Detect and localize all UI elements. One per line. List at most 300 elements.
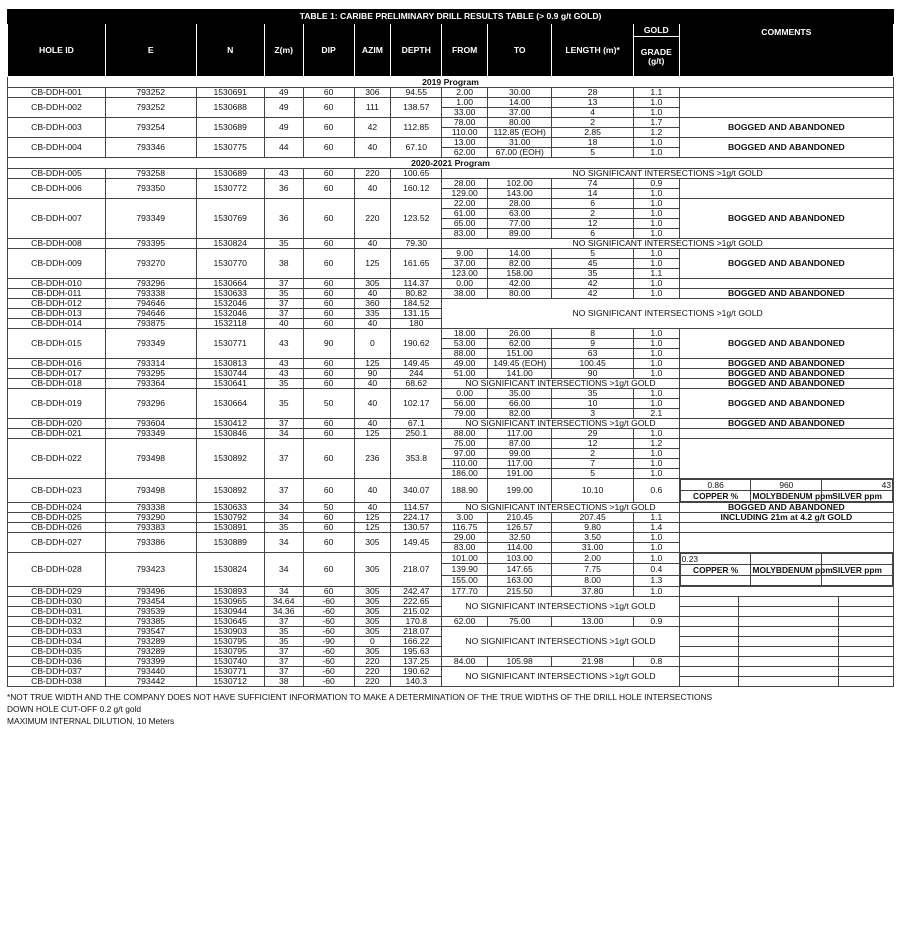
interval-from: 0.00 <box>442 389 488 399</box>
hole-id: CB-DDH-031 <box>8 607 106 617</box>
table-row <box>8 389 894 399</box>
azimuth: 220 <box>354 199 391 239</box>
elevation: 36 <box>264 199 303 239</box>
hole-id: CB-DDH-036 <box>8 657 106 667</box>
interval-to: 75.00 <box>488 617 552 627</box>
table-row <box>8 359 894 369</box>
northing: 1530775 <box>196 138 264 158</box>
depth: 218.07 <box>391 553 442 587</box>
interval-to: 67.00 (EOH) <box>488 148 552 158</box>
easting: 793498 <box>105 439 196 479</box>
table-row <box>8 553 894 564</box>
elevation: 37 <box>264 657 303 667</box>
interval-to: 117.00 <box>488 459 552 469</box>
depth: 80.82 <box>391 289 442 299</box>
table-row <box>8 597 894 607</box>
interval-from: 88.00 <box>442 429 488 439</box>
elevation: 49 <box>264 98 303 118</box>
interval-to: 14.00 <box>488 98 552 108</box>
depth: 160.12 <box>391 179 442 199</box>
comment-grid-cell <box>838 637 893 647</box>
interval-to: 63.00 <box>488 209 552 219</box>
depth: 166.22 <box>391 637 442 647</box>
dip: 60 <box>303 239 354 249</box>
northing: 1530965 <box>196 597 264 607</box>
easting: 793423 <box>105 553 196 587</box>
azimuth: 40 <box>354 379 391 389</box>
comment-grid-cell <box>838 607 893 617</box>
interval-length: 100.45 <box>552 359 634 369</box>
northing: 1530769 <box>196 199 264 239</box>
easting: 793875 <box>105 319 196 329</box>
interval-from: 62.00 <box>442 617 488 627</box>
interval-grade: 1.0 <box>633 543 679 553</box>
dip: 60 <box>303 249 354 279</box>
elevation: 35 <box>264 523 303 533</box>
easting: 793604 <box>105 419 196 429</box>
interval-grade: 1.0 <box>633 587 679 597</box>
easting: 794646 <box>105 309 196 319</box>
interval-length: 207.45 <box>552 513 634 523</box>
easting: 793290 <box>105 513 196 523</box>
table-row <box>8 88 894 98</box>
interval-grade: 1.7 <box>633 118 679 128</box>
interval-grade: 0.8 <box>633 657 679 667</box>
elevation: 34 <box>264 513 303 523</box>
nsi-note: NO SIGNIFICANT INTERSECTIONS >1g/t GOLD <box>442 667 679 687</box>
hole-id: CB-DDH-030 <box>8 597 106 607</box>
easting: 793496 <box>105 587 196 597</box>
azimuth: 40 <box>354 239 391 249</box>
interval-from: 188.90 <box>442 479 488 503</box>
dip: 60 <box>303 138 354 158</box>
northing: 1530664 <box>196 279 264 289</box>
azimuth: 40 <box>354 419 391 429</box>
interval-length: 74 <box>552 179 634 189</box>
dip: 50 <box>303 503 354 513</box>
dip: 60 <box>303 479 354 503</box>
interval-grade: 1.3 <box>633 575 679 586</box>
interval-grade: 1.0 <box>633 369 679 379</box>
interval-from: 13.00 <box>442 138 488 148</box>
azimuth: 236 <box>354 439 391 479</box>
northing: 1530772 <box>196 179 264 199</box>
header-azim: AZIM <box>354 24 391 77</box>
dip: 60 <box>303 289 354 299</box>
interval-to: 151.00 <box>488 349 552 359</box>
hole-id: CB-DDH-035 <box>8 647 106 657</box>
easting: 793254 <box>105 118 196 138</box>
depth: 215.02 <box>391 607 442 617</box>
interval-to: 126.57 <box>488 523 552 533</box>
northing: 1530412 <box>196 419 264 429</box>
interval-to: 163.00 <box>488 575 552 586</box>
elevation: 35 <box>264 239 303 249</box>
comment-grid-cell <box>838 667 893 677</box>
interval-from: 28.00 <box>442 179 488 189</box>
interval-length: 12 <box>552 219 634 229</box>
molybdenum-label: MOLYBDENUM ppm <box>752 564 833 575</box>
elevation: 37 <box>264 299 303 309</box>
silver-value: 43 <box>822 480 893 491</box>
interval-length: 2 <box>552 449 634 459</box>
table-row <box>8 523 894 533</box>
interval-grade: 0.9 <box>633 179 679 189</box>
dip: 60 <box>303 199 354 239</box>
comment-bogged: BOGGED AND ABANDONED <box>679 199 893 239</box>
azimuth: 306 <box>354 88 391 98</box>
northing: 1530893 <box>196 587 264 597</box>
comment-grid-cell <box>738 637 838 647</box>
northing: 1530792 <box>196 513 264 523</box>
interval-length: 9.80 <box>552 523 634 533</box>
interval-grade: 0.4 <box>633 564 679 575</box>
interval-to: 26.00 <box>488 329 552 339</box>
copper-value: 0.23 <box>680 554 751 565</box>
depth: 224.17 <box>391 513 442 523</box>
interval-from: 123.00 <box>442 269 488 279</box>
interval-length: 9 <box>552 339 634 349</box>
interval-length: 10 <box>552 399 634 409</box>
northing: 1530771 <box>196 667 264 677</box>
comment-empty <box>679 179 893 199</box>
interval-length: 12 <box>552 439 634 449</box>
azimuth: 305 <box>354 587 391 597</box>
interval-to: 158.00 <box>488 269 552 279</box>
elevation: 37 <box>264 667 303 677</box>
interval-length: 37.80 <box>552 587 634 597</box>
elevation: 49 <box>264 118 303 138</box>
easting: 793338 <box>105 503 196 513</box>
dip: 60 <box>303 279 354 289</box>
dip: 60 <box>303 533 354 553</box>
interval-to: 141.00 <box>488 369 552 379</box>
interval-length: 7 <box>552 459 634 469</box>
elevation: 44 <box>264 138 303 158</box>
easting: 793270 <box>105 249 196 279</box>
table-row <box>8 299 894 309</box>
interval-to: 215.50 <box>488 587 552 597</box>
interval-to: 62.00 <box>488 339 552 349</box>
hole-id: CB-DDH-025 <box>8 513 106 523</box>
depth: 79.30 <box>391 239 442 249</box>
comment-empty <box>679 279 893 289</box>
table-row <box>8 667 894 677</box>
easting: 793454 <box>105 597 196 607</box>
header-n: N <box>196 24 264 77</box>
azimuth: 40 <box>354 319 391 329</box>
easting: 793349 <box>105 199 196 239</box>
azimuth: 220 <box>354 169 391 179</box>
easting: 793498 <box>105 479 196 503</box>
interval-length: 6 <box>552 229 634 239</box>
interval-from: 0.00 <box>442 279 488 289</box>
northing: 1530664 <box>196 389 264 419</box>
interval-length: 4 <box>552 108 634 118</box>
interval-to: 147.65 <box>488 564 552 575</box>
azimuth: 305 <box>354 279 391 289</box>
depth: 170.8 <box>391 617 442 627</box>
azimuth: 220 <box>354 657 391 667</box>
table-body <box>8 77 894 687</box>
copper-label: COPPER % <box>680 491 751 502</box>
header-comments: COMMENTS <box>679 24 893 77</box>
interval-grade: 1.0 <box>633 108 679 118</box>
interval-to: 199.00 <box>488 479 552 503</box>
interval-from: 97.00 <box>442 449 488 459</box>
easting: 793295 <box>105 369 196 379</box>
dip: 50 <box>303 389 354 419</box>
azimuth: 220 <box>354 667 391 677</box>
northing: 1530689 <box>196 169 264 179</box>
depth: 353.8 <box>391 439 442 479</box>
dip: 60 <box>303 118 354 138</box>
northing: 1530892 <box>196 479 264 503</box>
interval-grade: 1.0 <box>633 259 679 269</box>
comment-metals <box>679 553 893 587</box>
easting: 793252 <box>105 88 196 98</box>
elevation: 43 <box>264 359 303 369</box>
interval-from: 65.00 <box>442 219 488 229</box>
interval-to: 32.50 <box>488 533 552 543</box>
comment-bogged: BOGGED AND ABANDONED <box>679 359 893 369</box>
header-to: TO <box>488 24 552 77</box>
interval-to: 82.00 <box>488 259 552 269</box>
hole-id: CB-DDH-012 <box>8 299 106 309</box>
comment-bogged: BOGGED AND ABANDONED <box>679 389 893 419</box>
dip: 60 <box>303 369 354 379</box>
table-row <box>8 329 894 339</box>
interval-from: 129.00 <box>442 189 488 199</box>
dip: 60 <box>303 179 354 199</box>
elevation: 40 <box>264 319 303 329</box>
table-row <box>8 289 894 299</box>
depth: 340.07 <box>391 479 442 503</box>
depth: 138.57 <box>391 98 442 118</box>
depth: 68.62 <box>391 379 442 389</box>
interval-grade: 1.0 <box>633 138 679 148</box>
interval-grade: 1.0 <box>633 199 679 209</box>
header-gold: GOLD <box>633 24 679 37</box>
nsi-note: NO SIGNIFICANT INTERSECTIONS >1g/t GOLD <box>442 169 894 179</box>
easting: 793442 <box>105 677 196 687</box>
depth: 161.65 <box>391 249 442 279</box>
azimuth: 125 <box>354 513 391 523</box>
interval-to: 89.00 <box>488 229 552 239</box>
interval-length: 7.75 <box>552 564 634 575</box>
program-2019-row-label: 2019 Program <box>8 77 894 88</box>
table-row <box>8 503 894 513</box>
easting: 793539 <box>105 607 196 617</box>
comment-grid-cell <box>679 677 738 687</box>
silver-value <box>822 554 893 565</box>
interval-from: 53.00 <box>442 339 488 349</box>
interval-from: 139.90 <box>442 564 488 575</box>
comment-grid-cell <box>738 627 838 637</box>
nsi-note: NO SIGNIFICANT INTERSECTIONS >1g/t GOLD <box>442 299 894 329</box>
interval-to: 143.00 <box>488 189 552 199</box>
comment-grid-cell <box>738 607 838 617</box>
interval-length: 8 <box>552 329 634 339</box>
nsi-note: NO SIGNIFICANT INTERSECTIONS >1g/t GOLD <box>442 627 679 657</box>
easting: 793383 <box>105 523 196 533</box>
easting: 793252 <box>105 98 196 118</box>
comment-including: INCLUDING 21m at 4.2 g/t GOLD <box>679 513 893 523</box>
depth: 131.15 <box>391 309 442 319</box>
comment-grid-cell <box>838 647 893 657</box>
elevation: 35 <box>264 637 303 647</box>
comment-empty <box>679 98 893 118</box>
depth: 250.1 <box>391 429 442 439</box>
hole-id: CB-DDH-023 <box>8 479 106 503</box>
azimuth: 305 <box>354 647 391 657</box>
interval-length: 10.10 <box>552 479 634 503</box>
comment-bogged: BOGGED AND ABANDONED <box>679 369 893 379</box>
dip: 60 <box>303 429 354 439</box>
northing: 1532118 <box>196 319 264 329</box>
easting: 793338 <box>105 289 196 299</box>
hole-id: CB-DDH-009 <box>8 249 106 279</box>
hole-id: CB-DDH-004 <box>8 138 106 158</box>
azimuth: 335 <box>354 309 391 319</box>
depth: 184.52 <box>391 299 442 309</box>
depth: 190.62 <box>391 329 442 359</box>
northing: 1530689 <box>196 118 264 138</box>
interval-from: 84.00 <box>442 657 488 667</box>
azimuth: 125 <box>354 523 391 533</box>
interval-grade: 1.0 <box>633 148 679 158</box>
elevation: 43 <box>264 329 303 359</box>
interval-grade: 1.2 <box>633 128 679 138</box>
azimuth: 40 <box>354 503 391 513</box>
depth: 242.47 <box>391 587 442 597</box>
hole-id: CB-DDH-017 <box>8 369 106 379</box>
interval-from: 33.00 <box>442 108 488 118</box>
interval-length: 63 <box>552 349 634 359</box>
dip: 60 <box>303 439 354 479</box>
interval-to: 103.00 <box>488 553 552 564</box>
hole-id: CB-DDH-005 <box>8 169 106 179</box>
molybdenum-value <box>751 554 822 565</box>
interval-from: 177.70 <box>442 587 488 597</box>
easting: 793296 <box>105 389 196 419</box>
azimuth: 125 <box>354 359 391 369</box>
elevation: 37 <box>264 279 303 289</box>
comment-grid-cell <box>679 617 738 627</box>
silver-label: SILVER ppm <box>822 491 893 502</box>
northing: 1530712 <box>196 677 264 687</box>
azimuth: 305 <box>354 607 391 617</box>
interval-to: 35.00 <box>488 389 552 399</box>
elevation: 35 <box>264 379 303 389</box>
dip: 60 <box>303 359 354 369</box>
comment-grid-cell <box>838 657 893 667</box>
interval-from: 61.00 <box>442 209 488 219</box>
comment-grid-cell <box>838 597 893 607</box>
copper-label: COPPER % <box>680 565 751 576</box>
comment-grid-cell <box>679 637 738 647</box>
dip: 60 <box>303 513 354 523</box>
hole-id: CB-DDH-038 <box>8 677 106 687</box>
dip: 60 <box>303 587 354 597</box>
interval-length: 31.00 <box>552 543 634 553</box>
comment-bogged: BOGGED AND ABANDONED <box>679 138 893 158</box>
drill-results-table <box>7 9 894 687</box>
depth: 222.65 <box>391 597 442 607</box>
depth: 195.63 <box>391 647 442 657</box>
northing: 1530740 <box>196 657 264 667</box>
nsi-note: NO SIGNIFICANT INTERSECTIONS >1g/t GOLD <box>442 503 679 513</box>
interval-grade: 1.0 <box>633 209 679 219</box>
hole-id: CB-DDH-033 <box>8 627 106 637</box>
comment-metals <box>679 479 893 503</box>
interval-grade: 1.0 <box>633 329 679 339</box>
interval-grade: 1.0 <box>633 189 679 199</box>
azimuth: 40 <box>354 289 391 299</box>
interval-from: 1.00 <box>442 98 488 108</box>
table-row <box>8 587 894 597</box>
interval-grade: 1.0 <box>633 229 679 239</box>
depth: 100.65 <box>391 169 442 179</box>
azimuth: 42 <box>354 118 391 138</box>
footnote-cutoff: DOWN HOLE CUT-OFF 0.2 g/t gold <box>7 704 142 714</box>
comment-bogged: BOGGED AND ABANDONED <box>679 249 893 279</box>
interval-grade: 1.0 <box>633 459 679 469</box>
depth: 218.07 <box>391 627 442 637</box>
interval-to: 191.00 <box>488 469 552 479</box>
dip: -60 <box>303 667 354 677</box>
azimuth: 0 <box>354 637 391 647</box>
interval-grade: 1.1 <box>633 88 679 98</box>
comment-bogged: BOGGED AND ABANDONED <box>679 379 893 389</box>
interval-from: 75.00 <box>442 439 488 449</box>
interval-grade: 1.0 <box>633 219 679 229</box>
footnote-dilution: MAXIMUM INTERNAL DILUTION, 10 Meters <box>7 716 175 726</box>
footnotes <box>7 691 894 727</box>
northing: 1530903 <box>196 627 264 637</box>
interval-from: 83.00 <box>442 543 488 553</box>
easting: 793547 <box>105 627 196 637</box>
easting: 793395 <box>105 239 196 249</box>
header-depth: DEPTH <box>391 24 442 77</box>
easting: 793289 <box>105 637 196 647</box>
header-grade: GRADE (g/t) <box>633 37 679 77</box>
interval-to: 105.98 <box>488 657 552 667</box>
depth: 67.10 <box>391 138 442 158</box>
azimuth: 90 <box>354 369 391 379</box>
table-row <box>8 249 894 259</box>
dip: 60 <box>303 299 354 309</box>
elevation: 35 <box>264 389 303 419</box>
elevation: 37 <box>264 647 303 657</box>
interval-to: 37.00 <box>488 108 552 118</box>
interval-grade: 1.0 <box>633 449 679 459</box>
elevation: 34 <box>264 587 303 597</box>
elevation: 37 <box>264 419 303 429</box>
interval-grade: 0.6 <box>633 479 679 503</box>
hole-id: CB-DDH-026 <box>8 523 106 533</box>
dip: 60 <box>303 98 354 118</box>
table-row <box>8 199 894 209</box>
northing: 1530795 <box>196 637 264 647</box>
interval-to: 82.00 <box>488 409 552 419</box>
table-row <box>8 369 894 379</box>
elevation: 49 <box>264 88 303 98</box>
interval-from: 3.00 <box>442 513 488 523</box>
header-z: Z(m) <box>264 24 303 77</box>
interval-grade: 1.0 <box>633 98 679 108</box>
interval-length: 13 <box>552 98 634 108</box>
